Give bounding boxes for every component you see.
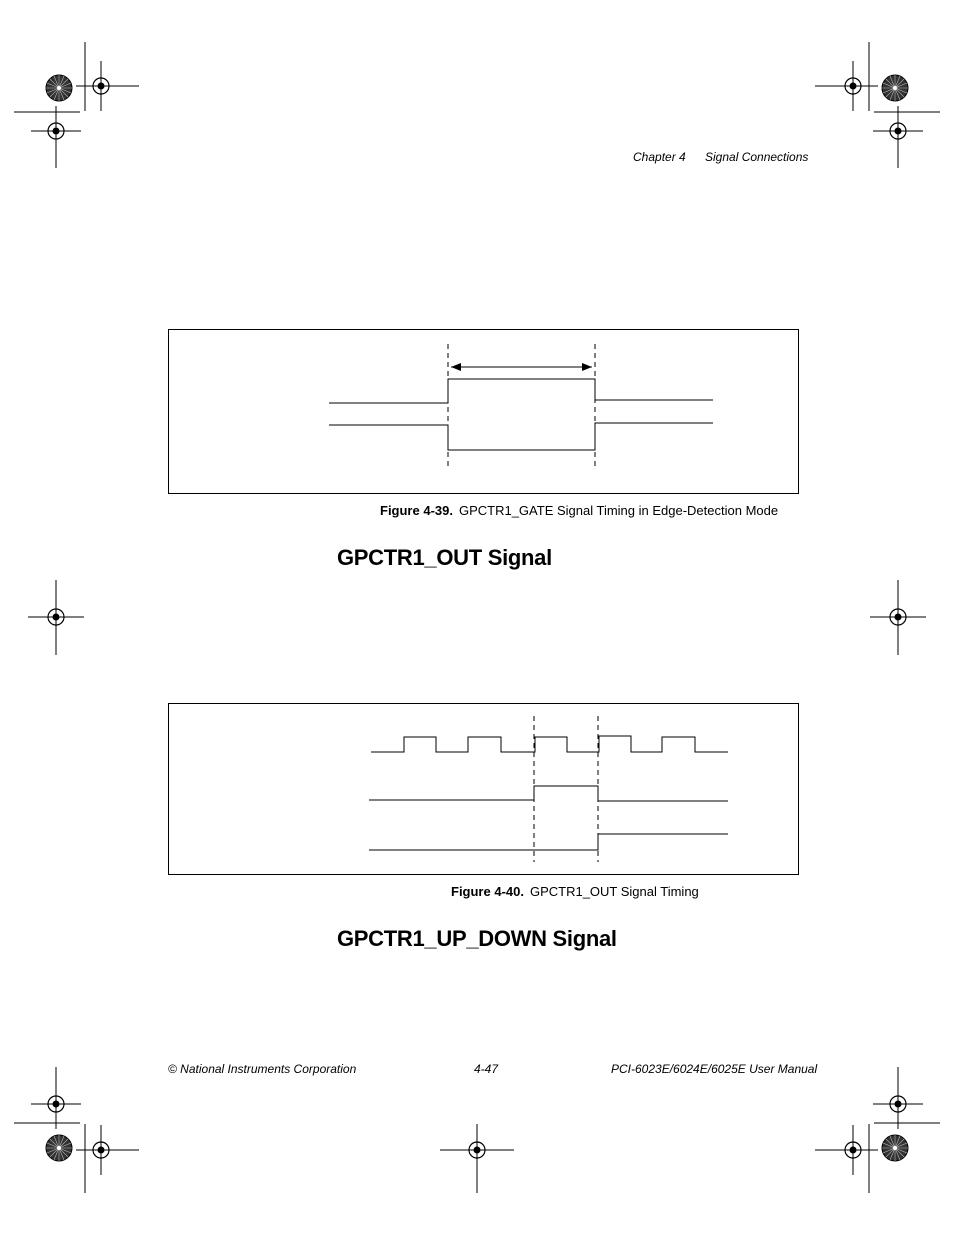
figure-39-label: Figure 4-39. — [380, 503, 453, 518]
footer-page-number: 4-47 — [474, 1062, 499, 1076]
header-chapter: Chapter 4 — [633, 150, 686, 164]
figure-40-caption — [451, 884, 699, 899]
figure-39-waveforms — [169, 330, 800, 495]
gate-signal-waveform-lower — [329, 423, 713, 450]
footer-copyright: © National Instruments Corporation — [168, 1062, 357, 1076]
figure-40-label: Figure 4-40. — [451, 884, 524, 899]
figure-40-waveforms — [169, 704, 800, 876]
figure-39-timing-diagram — [168, 329, 799, 494]
header-section: Signal Connections — [705, 150, 809, 164]
figure-39-caption — [380, 503, 778, 518]
starburst-mark-bottom-right — [882, 1135, 908, 1161]
gate-waveform — [369, 786, 728, 801]
source-clock-waveform — [371, 736, 728, 752]
gate-signal-waveform-upper — [329, 379, 713, 403]
footer-manual-title: PCI-6023E/6024E/6025E User Manual — [611, 1062, 818, 1076]
section-title-gpctr1-out: GPCTR1_OUT Signal — [337, 545, 552, 570]
section-title-gpctr1-up-down: GPCTR1_UP_DOWN Signal — [337, 926, 617, 951]
figure-39-caption-text: GPCTR1_GATE Signal Timing in Edge-Detection Mode — [458, 503, 779, 518]
out-waveform — [369, 834, 728, 850]
starburst-mark-top-right — [882, 75, 908, 101]
figure-40-caption-text: GPCTR1_OUT Signal Timing — [529, 884, 699, 899]
figure-40-timing-diagram — [168, 703, 799, 875]
starburst-mark-bottom-left — [46, 1135, 72, 1161]
starburst-mark-top-left — [46, 75, 72, 101]
